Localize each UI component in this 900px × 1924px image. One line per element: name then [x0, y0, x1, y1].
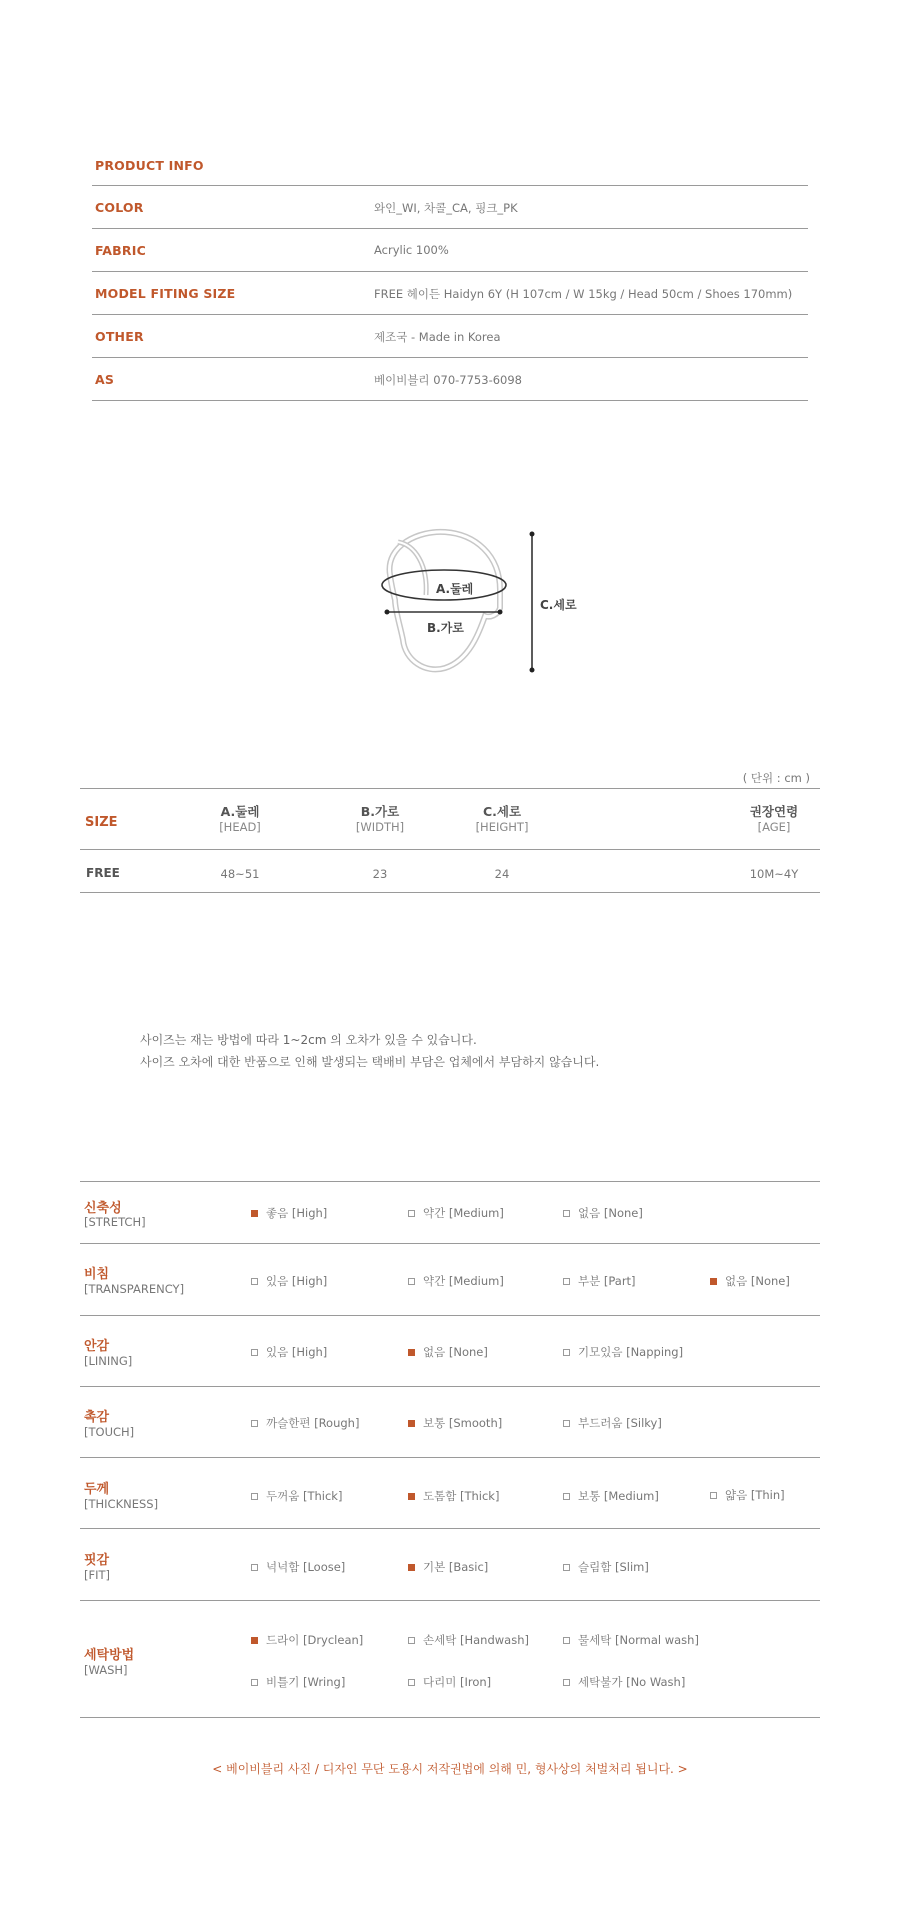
height-endpoint: [530, 668, 535, 673]
property-label: 안감: [84, 1339, 110, 1354]
property-option: 얇음 [Thin]: [710, 1487, 785, 1503]
age-subheader: [AGE]: [757, 820, 791, 834]
unchecked-box-icon: [563, 1564, 570, 1571]
unchecked-box-icon: [251, 1420, 258, 1427]
property-label: 비침: [84, 1267, 110, 1282]
product-info-header: [92, 145, 808, 186]
checked-box-icon: [408, 1564, 415, 1571]
size-header: SIZE: [85, 815, 118, 830]
unchecked-box-icon: [563, 1420, 570, 1427]
unchecked-box-icon: [408, 1679, 415, 1686]
property-option: 도톰함 [Thick]: [408, 1488, 499, 1504]
property-sublabel: [FIT]: [84, 1568, 111, 1582]
property-option: 두꺼움 [Thick]: [251, 1488, 342, 1504]
property-option: 넉넉함 [Loose]: [251, 1559, 345, 1575]
unchecked-box-icon: [563, 1210, 570, 1217]
unchecked-box-icon: [710, 1492, 717, 1499]
age-header: 권장연령: [749, 804, 799, 819]
table-top-line: [80, 788, 820, 789]
prop-divider: [80, 1243, 820, 1244]
hat-size-diagram: [360, 520, 600, 680]
checked-box-icon: [710, 1278, 717, 1285]
unchecked-box-icon: [408, 1210, 415, 1217]
property-option: 슬림함 [Slim]: [563, 1559, 649, 1575]
property-option: 기본 [Basic]: [408, 1559, 488, 1575]
table-bottom-line: [80, 892, 820, 893]
info-value: FREE 헤이든 Haidyn 6Y (H 107cm / W 15kg / Head 50cm / Shoes 170mm): [374, 287, 793, 301]
info-value: 베이비블리 070-7753-6098: [374, 373, 522, 387]
label-b: B.가로: [427, 621, 464, 635]
height-subheader: [HEIGHT]: [475, 820, 529, 834]
head-cell: 48~51: [220, 867, 260, 881]
copyright-notice: < 베이비블리 사진 / 디자인 무단 도용시 저작권법에 의해 민, 형사상의 처벌처리 됩니다. >: [212, 1762, 688, 1776]
prop-divider: [80, 1717, 820, 1718]
info-label: FABRIC: [95, 243, 146, 258]
note-line: 사이즈는 재는 방법에 따라 1~2cm 의 오차가 있을 수 있습니다.: [140, 1033, 477, 1047]
info-value: 제조국 - Made in Korea: [374, 330, 501, 344]
unchecked-box-icon: [563, 1278, 570, 1285]
info-label: COLOR: [95, 200, 144, 215]
property-option: 다리미 [Iron]: [408, 1674, 491, 1690]
property-sublabel: [THICKNESS]: [84, 1497, 159, 1511]
property-label: 핏감: [84, 1553, 110, 1568]
property-option: 약간 [Medium]: [408, 1273, 504, 1289]
unchecked-box-icon: [563, 1349, 570, 1356]
property-label: 세탁방법: [84, 1648, 135, 1663]
property-option: 없음 [None]: [563, 1205, 643, 1221]
label-a: A.둘레: [436, 582, 474, 596]
checked-box-icon: [408, 1493, 415, 1500]
unit-label: ( 단위 : cm ): [742, 771, 810, 785]
height-endpoint: [530, 532, 535, 537]
property-sublabel: [TOUCH]: [84, 1425, 135, 1439]
prop-divider: [80, 1181, 820, 1182]
label-c: C.세로: [540, 598, 577, 612]
prop-divider: [80, 1457, 820, 1458]
prop-divider: [80, 1315, 820, 1316]
prop-divider: [80, 1528, 820, 1529]
table-header-line: [80, 849, 820, 850]
property-sublabel: [TRANSPARENCY]: [84, 1282, 185, 1296]
head-subheader: [HEAD]: [219, 820, 261, 834]
info-row-model-size: [92, 272, 808, 315]
property-option: 있음 [High]: [251, 1344, 327, 1360]
property-option: 부분 [Part]: [563, 1273, 636, 1289]
product-info-title: PRODUCT INFO: [95, 158, 204, 173]
info-label: AS: [95, 372, 115, 387]
width-subheader: [WIDTH]: [355, 820, 405, 834]
info-row-other: [92, 315, 808, 358]
width-endpoint: [498, 610, 503, 615]
property-option: 손세탁 [Handwash]: [408, 1632, 529, 1648]
property-option: 드라이 [Dryclean]: [251, 1632, 363, 1648]
head-header: A.둘레: [220, 804, 260, 819]
checked-box-icon: [408, 1420, 415, 1427]
note-line: 사이즈 오차에 대한 반품으로 인해 발생되는 택배비 부담은 업체에서 부담하지 않습니다.: [140, 1055, 600, 1069]
property-option: 없음 [None]: [710, 1273, 790, 1289]
property-option: 좋음 [High]: [251, 1205, 327, 1221]
unchecked-box-icon: [251, 1278, 258, 1285]
property-option: 있음 [High]: [251, 1273, 327, 1289]
property-option: 없음 [None]: [408, 1344, 488, 1360]
info-value: 와인_WI, 차콜_CA, 핑크_PK: [374, 201, 518, 215]
unchecked-box-icon: [563, 1637, 570, 1644]
info-label: MODEL FITING SIZE: [95, 286, 236, 301]
unchecked-box-icon: [251, 1679, 258, 1686]
unchecked-box-icon: [251, 1349, 258, 1356]
height-header: C.세로: [482, 804, 522, 819]
age-cell: 10M~4Y: [749, 867, 799, 881]
unchecked-box-icon: [563, 1493, 570, 1500]
prop-divider: [80, 1600, 820, 1601]
size-cell: FREE: [86, 866, 120, 880]
unchecked-box-icon: [408, 1278, 415, 1285]
checked-box-icon: [408, 1349, 415, 1356]
height-cell: 24: [494, 867, 510, 881]
property-option: 기모있음 [Napping]: [563, 1344, 683, 1360]
info-row-as: [92, 358, 808, 401]
property-sublabel: [STRETCH]: [84, 1215, 146, 1229]
prop-divider: [80, 1386, 820, 1387]
checked-box-icon: [251, 1210, 258, 1217]
property-option: 부드러움 [Silky]: [563, 1415, 662, 1431]
info-row-fabric: [92, 229, 808, 272]
checked-box-icon: [251, 1637, 258, 1644]
property-label: 두께: [84, 1482, 110, 1497]
width-cell: 23: [372, 867, 388, 881]
property-option: 물세탁 [Normal wash]: [563, 1632, 699, 1648]
property-sublabel: [WASH]: [84, 1663, 128, 1677]
width-endpoint: [385, 610, 390, 615]
property-option: 비틀기 [Wring]: [251, 1674, 345, 1690]
info-value: Acrylic 100%: [374, 243, 449, 257]
property-option: 까슬한편 [Rough]: [251, 1415, 359, 1431]
unchecked-box-icon: [408, 1637, 415, 1644]
property-label: 신축성: [84, 1201, 122, 1216]
unchecked-box-icon: [251, 1493, 258, 1500]
property-label: 촉감: [84, 1410, 110, 1425]
unchecked-box-icon: [251, 1564, 258, 1571]
property-option: 세탁불가 [No Wash]: [563, 1674, 685, 1690]
info-row-color: [92, 186, 808, 229]
property-option: 보통 [Medium]: [563, 1488, 659, 1504]
info-label: OTHER: [95, 329, 144, 344]
width-header: B.가로: [360, 804, 400, 819]
property-sublabel: [LINING]: [84, 1354, 133, 1368]
property-option: 약간 [Medium]: [408, 1205, 504, 1221]
unchecked-box-icon: [563, 1679, 570, 1686]
property-option: 보통 [Smooth]: [408, 1415, 502, 1431]
